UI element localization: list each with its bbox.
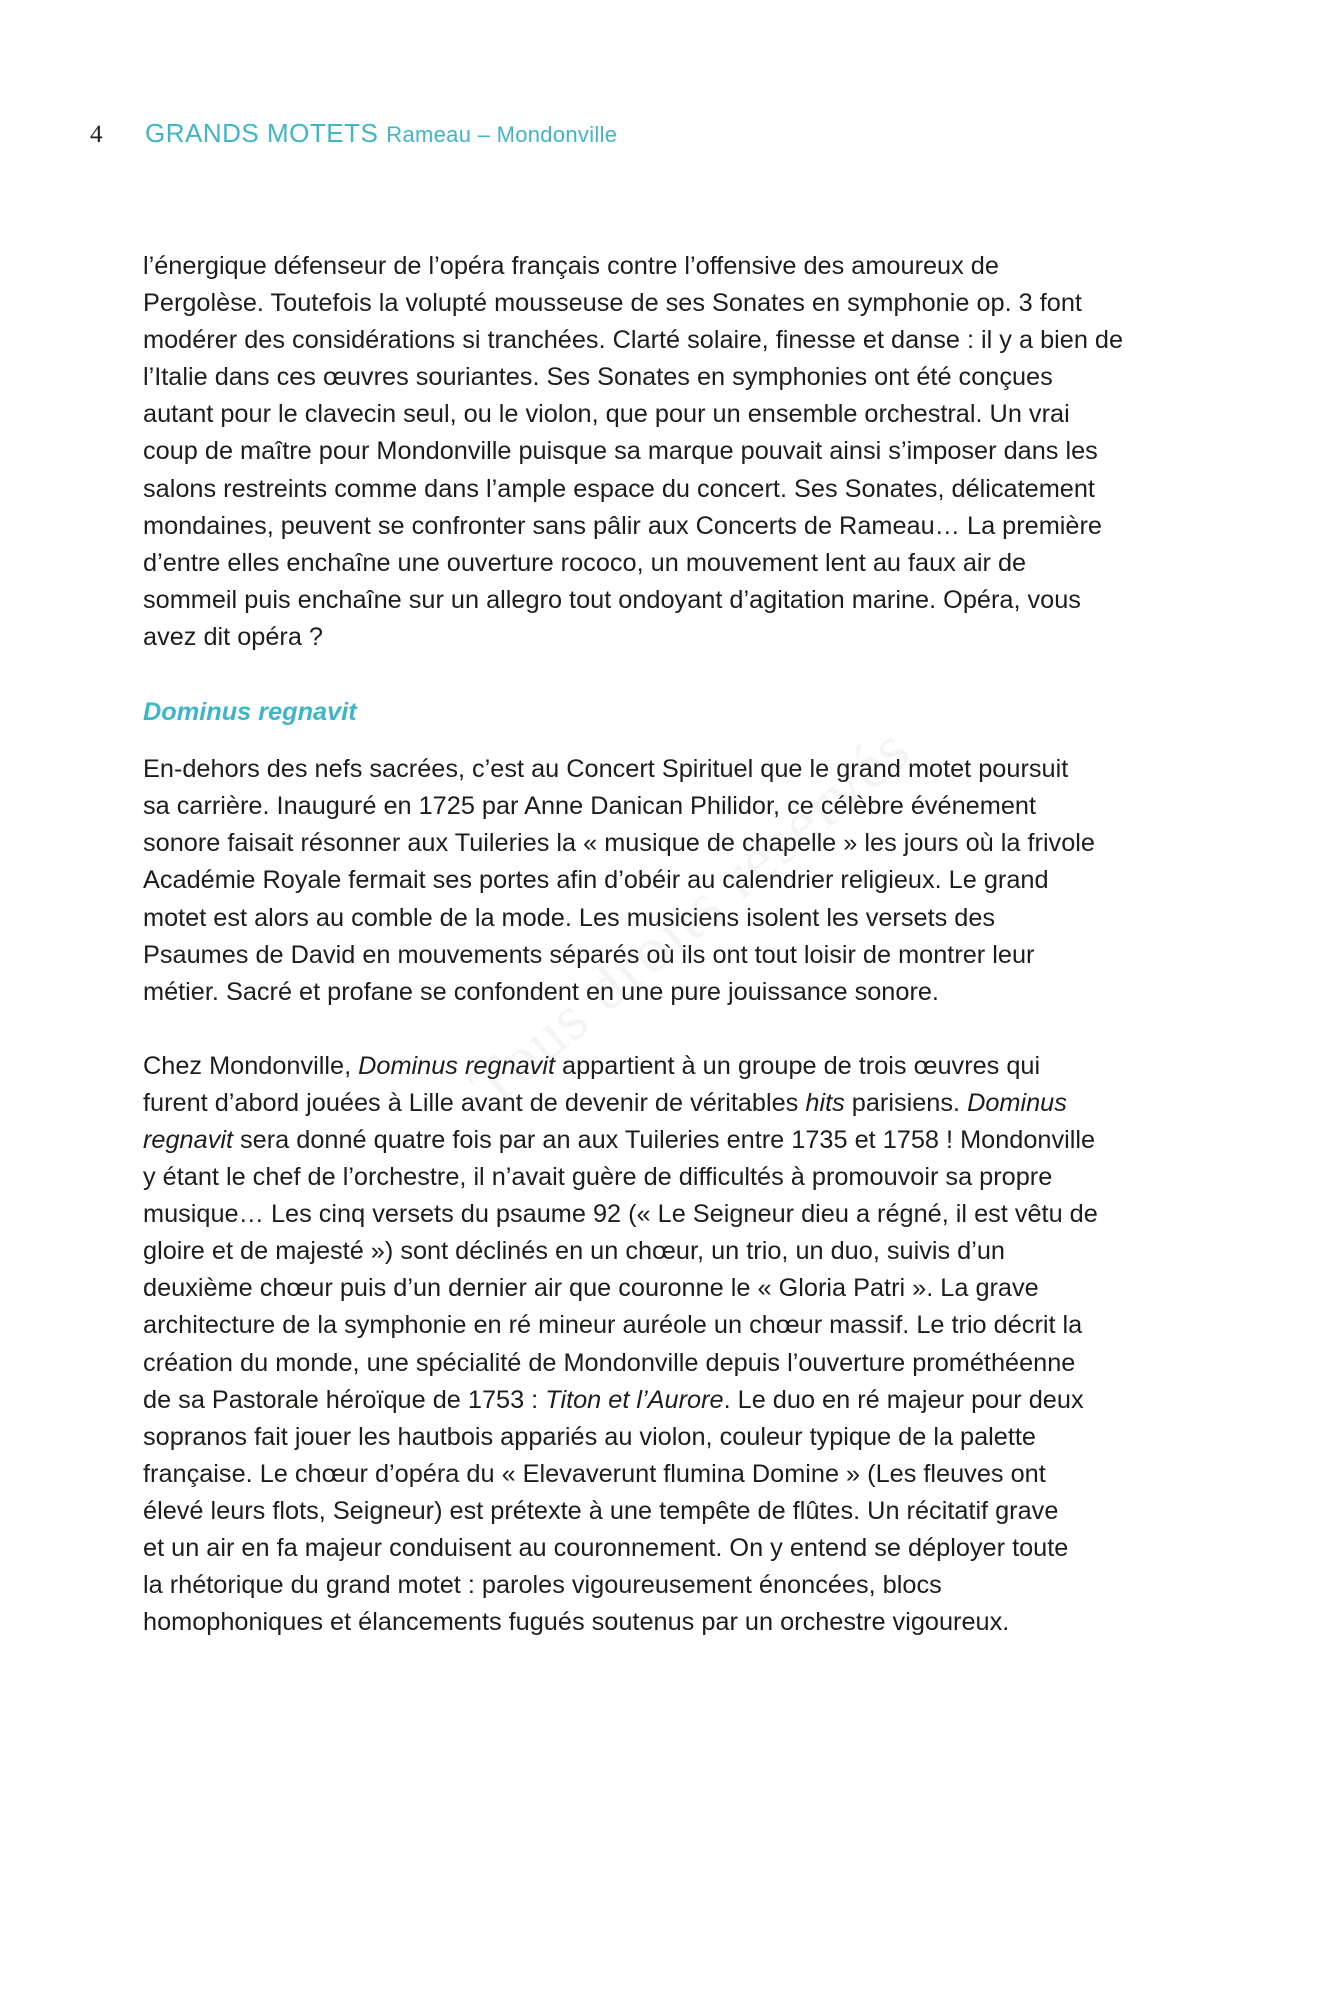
work-title: regnavit [143,1125,233,1154]
text-line: autant pour le clavecin seul, ou le violon, que pour un ensemble orchestral. Un vrai [143,400,1070,429]
text-line [143,1085,1203,1122]
header-title: GRANDS MOTETS [145,118,379,148]
work-title: Titon et l’Aurore [545,1385,724,1414]
text-line: sonore faisait résonner aux Tuileries la « musique de chapelle » les jours où la frivole [143,829,1095,858]
text-line: Académie Royale fermait ses portes afin d’obéir au calendrier religieux. Le grand [143,866,1049,895]
text-line: sa carrière. Inauguré en 1725 par Anne Danican Philidor, ce célèbre événement [143,792,1036,821]
emphasis: hits [805,1088,845,1117]
text-line: l’Italie dans ces œuvres souriantes. Ses Sonates en symphonies ont été conçues [143,363,1053,392]
paragraph-1 [143,248,1203,656]
text-run: appartient à un groupe de trois œuvres qui [554,1051,1041,1080]
header-subtitle: Rameau – Mondonville [386,122,618,147]
text-line: modérer des considérations si tranchées. Clarté solaire, finesse et danse : il y a bien de [143,326,1124,355]
text-line [143,1122,1203,1159]
text-line: et un air en fa majeur conduisent au couronnement. On y entend se déployer toute [143,1534,1069,1562]
text-line: salons restreints comme dans l’ample espace du concert. Ses Sonates, délicatement [143,474,1095,503]
page-number: 4 [90,121,103,148]
text-line: musique… Les cinq versets du psaume 92 (« Le Seigneur dieu a régné, il est vêtu de [143,1200,1098,1229]
text-run: . Le duo en ré majeur pour deux [723,1385,1084,1414]
text-line: l’énergique défenseur de l’opéra français contre l’offensive des amoureux de [143,252,999,280]
text-run: furent d’abord jouées à Lille avant de devenir de véritables [143,1088,806,1117]
text-line: En-dehors des nefs sacrées, c’est au Concert Spirituel que le grand motet poursuit [143,755,1069,784]
text-line: deuxième chœur puis d’un dernier air que couronne le « Gloria Patri ». La grave [143,1274,1039,1303]
text-line: mondaines, peuvent se confronter sans pâlir aux Concerts de Rameau… La première [143,511,1102,540]
text-line: sopranos fait jouer les hautbois appariés au violon, couleur typique de la palette [143,1422,1036,1451]
text-line: homophoniques et élancements fugués soutenus par un orchestre vigoureux. [143,1608,1010,1637]
text-line [143,1048,1203,1085]
text-line: motet est alors au comble de la mode. Les musiciens isolent les versets des [143,903,996,932]
text-line: sommeil puis enchaîne sur un allegro tout ondoyant d’agitation marine. Opéra, vous [143,585,1081,614]
text-line: y étant le chef de l’orchestre, il n’avait guère de difficultés à promouvoir sa propre [143,1163,1053,1192]
text-run: de sa Pastorale héroïque de 1753 : [143,1385,546,1414]
text-run: Chez Mondonville, [143,1051,359,1080]
text-line: création du monde, une spécialité de Mondonville depuis l’ouverture prométhéenne [143,1348,1076,1377]
text-line: française. Le chœur d’opéra du « Elevaverunt flumina Domine » (Les fleuves ont [143,1459,1046,1488]
work-title: Dominus regnavit [358,1051,555,1080]
text-run: parisiens. [844,1088,968,1117]
text-line: avez dit opéra ? [143,622,324,651]
text-line: gloire et de majesté ») sont déclinés en un chœur, un trio, un duo, suivis d’un [143,1237,1005,1266]
text-run: sera donné quatre fois par an aux Tuileries entre 1735 et 1758 ! Mondonville [233,1125,1096,1154]
paragraph-3 [143,1048,1203,1642]
text-line: la rhétorique du grand motet : paroles vigoureusement énoncées, blocs [143,1571,942,1600]
text-line: métier. Sacré et profane se confondent en une pure jouissance sonore. [143,977,939,1006]
text-line: d’entre elles enchaîne une ouverture rococo, un mouvement lent au faux air de [143,548,1027,577]
body-text [143,248,1203,1641]
text-line: Psaumes de David en mouvements séparés où ils ont tout loisir de montrer leur [143,940,1035,969]
work-title: Dominus [967,1088,1067,1117]
text-line: élevé leurs flots, Seigneur) est prétexte à une tempête de flûtes. Un récitatif grave [143,1496,1059,1525]
text-line: Pergolèse. Toutefois la volupté mousseuse de ses Sonates en symphonie op. 3 font [143,289,1082,318]
paragraph-2 [143,751,1203,1011]
running-header [90,118,617,158]
text-line: architecture de la symphonie en ré mineur auréole un chœur massif. Le trio décrit la [143,1311,1083,1340]
section-heading: Dominus regnavit [143,698,357,727]
text-line: coup de maître pour Mondonville puisque sa marque pouvait ainsi s’imposer dans les [143,437,1098,466]
text-line [143,1382,1203,1419]
